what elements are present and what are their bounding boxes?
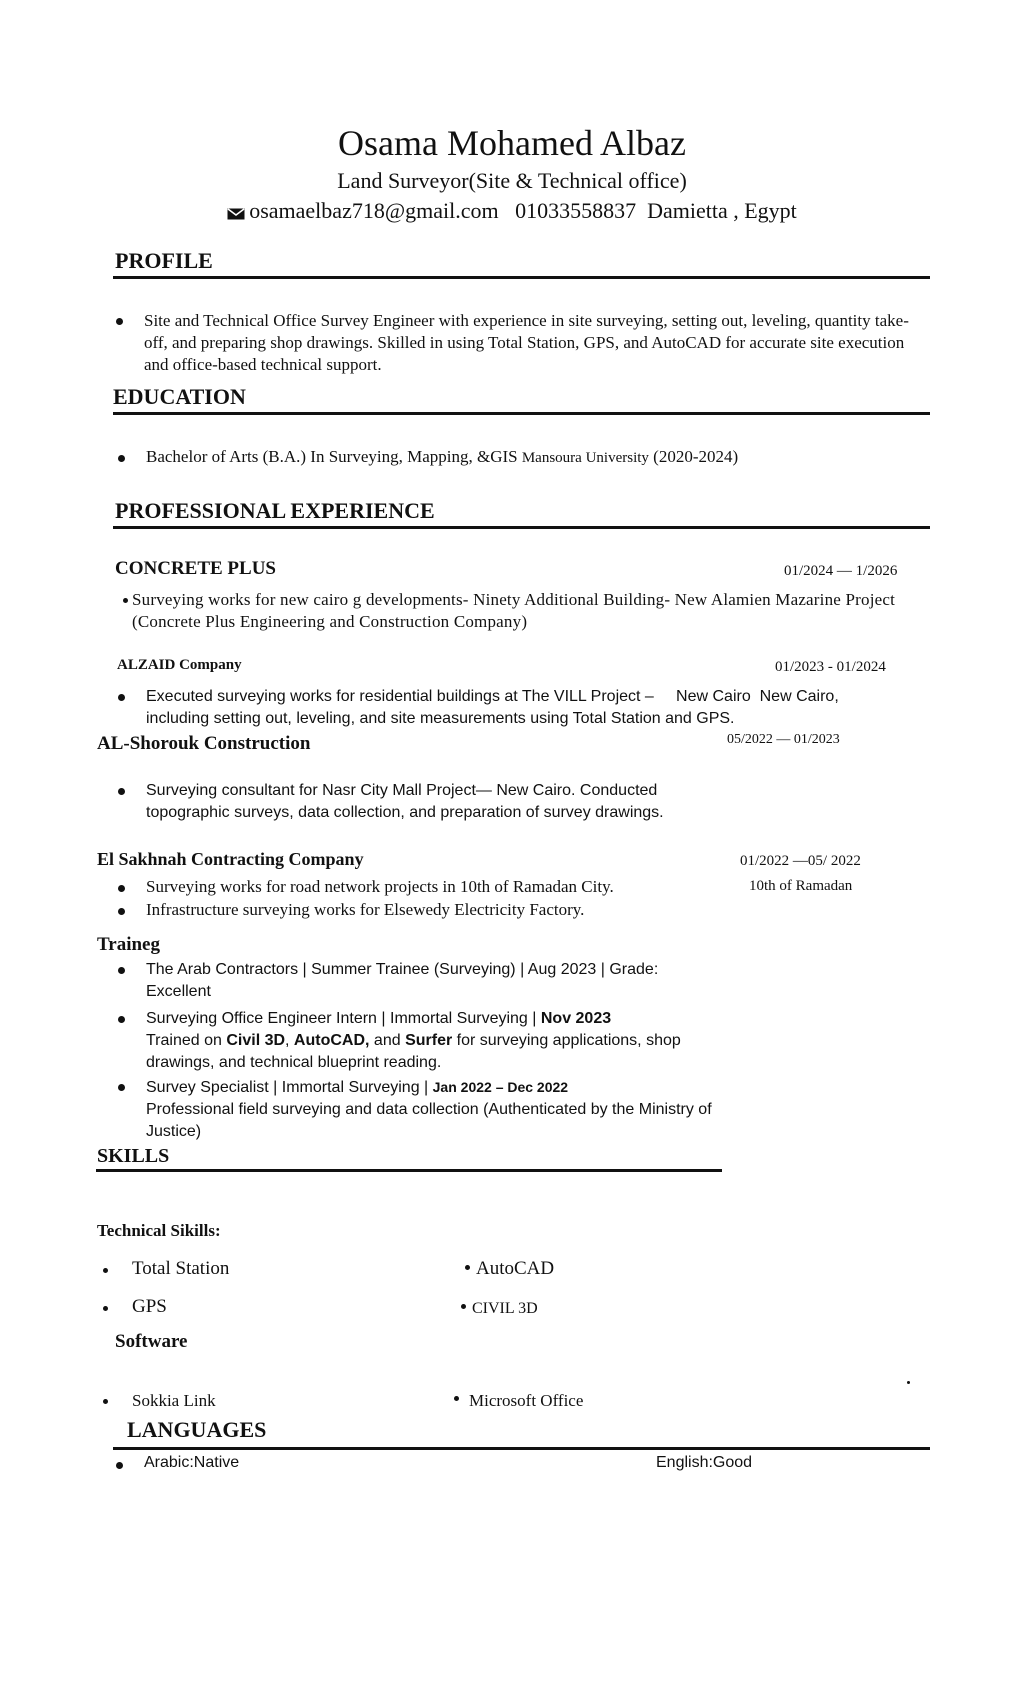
company-name: AL-Shorouk Construction (97, 733, 311, 754)
degree: Bachelor of Arts (B.A.) In Surveying, Mapping, &GIS (146, 447, 518, 466)
job-description: Surveying works for road network projects in 10th of Ramadan City. (146, 877, 614, 896)
trainee-desc-text: , (285, 1032, 294, 1049)
trainee-date: Jan 2022 – Dec 2022 (432, 1079, 569, 1095)
job-bullet (118, 885, 125, 892)
skill-bullet (103, 1268, 108, 1273)
skill-bullet (454, 1396, 459, 1401)
language-bullet (116, 1462, 123, 1469)
trainee-item (146, 1076, 716, 1143)
technical-skills-heading: Technical Sikills: (97, 1221, 221, 1240)
trainee-desc-text: Trained on (146, 1032, 227, 1049)
language-item: English:Good (656, 1454, 753, 1471)
email-link[interactable]: osamaelbaz718@gmail.com (249, 198, 499, 223)
skill-item: CIVIL 3D (472, 1300, 538, 1317)
education-years: (2020-2024) (653, 447, 739, 466)
job-description: Surveying consultant for Nasr City Mall Project— New Cairo. Conducted topographic surveys, data collection, and preparation of survey drawings. (146, 782, 664, 821)
job-dates: 01/2024 — 1/2026 (784, 563, 898, 579)
company-name: ALZAID Company (117, 657, 242, 673)
experience-divider (113, 526, 930, 529)
profile-text: Site and Technical Office Survey Engineer with experience in site surveying, setting out, leveling, quantity take-off, and preparing shop drawings. Skilled in using Total Station, GPS, and AutoCAD for accurate site execution and office-based technical support. (144, 311, 909, 374)
skill-bullet (103, 1306, 108, 1311)
job-location: 10th of Ramadan (749, 878, 853, 894)
job-dates: 05/2022 — 01/2023 (727, 732, 840, 747)
skill-bullet (103, 1399, 108, 1404)
experience-heading: PROFESSIONAL EXPERIENCE (115, 498, 435, 523)
job-dates: 01/2022 —05/ 2022 (740, 853, 861, 869)
trainee-item (146, 1008, 716, 1074)
job-title: Land Surveyor(Site & Technical office) (337, 168, 687, 193)
skill-item: GPS (132, 1296, 167, 1317)
skill-item: AutoCAD (476, 1258, 555, 1279)
job-description: Surveying works for new cairo g developments- Ninety Additional Building- New Alamien Mazarine Project (Concrete Plus Engineering and Construction Company) (132, 590, 896, 631)
language-item: Arabic:Native (144, 1454, 240, 1471)
education-heading: EDUCATION (113, 384, 246, 409)
company-name: El Sakhnah Contracting Company (97, 849, 364, 869)
phone-number: 01033558837 (515, 198, 637, 223)
skills-heading: SKILLS (97, 1145, 170, 1167)
profile-divider (113, 276, 930, 279)
education-divider (113, 412, 930, 415)
trainee-desc-text: Professional field surveying and data collection (Authenticated by the Ministry of Justice) (146, 1101, 712, 1140)
languages-divider (113, 1447, 930, 1450)
profile-bullet (116, 318, 123, 325)
languages-heading: LANGUAGES (127, 1417, 267, 1442)
education-bullet (118, 455, 125, 462)
trainee-desc-text: for surveying applications, shop drawings, and technical blueprint reading. (146, 1032, 681, 1071)
skill-autocad: AutoCAD, (293, 1032, 370, 1049)
envelope-icon (227, 200, 245, 226)
software-item: Sokkia Link (132, 1391, 216, 1410)
trainee-bullet (118, 967, 125, 974)
skills-divider (96, 1169, 722, 1172)
skill-surfer: Surfer (405, 1032, 453, 1049)
trainee-desc-text: and (369, 1032, 406, 1049)
trainee-bullet (118, 1084, 125, 1091)
job-dates: 01/2023 - 01/2024 (775, 659, 886, 675)
job-description: Infrastructure surveying works for Elsewedy Electricity Factory. (146, 900, 585, 919)
job-bullet (123, 598, 128, 603)
job-bullet (118, 788, 125, 795)
job-bullet (118, 908, 125, 915)
skill-item: Total Station (132, 1258, 230, 1279)
stray-dot (907, 1381, 910, 1384)
location: Damietta , Egypt (647, 198, 797, 223)
profile-heading: PROFILE (115, 248, 213, 273)
job-description: Executed surveying works for residential buildings at The VILL Project – New Cairo New Cairo, including setting out, leveling, and site measurements using Total Station and GPS. (146, 688, 844, 727)
job-bullet (118, 694, 125, 701)
software-item: Microsoft Office (469, 1391, 584, 1410)
trainee-role: Survey Specialist | Immortal Surveying | (146, 1079, 433, 1096)
software-heading: Software (115, 1331, 188, 1352)
trainee-bullet (118, 1016, 125, 1023)
skill-bullet (465, 1265, 470, 1270)
school: Mansoura University (521, 450, 649, 466)
skill-civil3d: Civil 3D (226, 1032, 286, 1049)
skill-bullet (461, 1304, 466, 1309)
contact-line (0, 198, 1024, 226)
company-name: CONCRETE PLUS (115, 558, 276, 579)
trainee-heading: Traineg (97, 934, 160, 955)
education-line (146, 447, 738, 467)
trainee-role: Surveying Office Engineer Intern | Immortal Surveying | (146, 1010, 541, 1027)
trainee-item: The Arab Contractors | Summer Trainee (Surveying) | Aug 2023 | Grade: Excellent (146, 961, 659, 1000)
trainee-date: Nov 2023 (540, 1010, 612, 1027)
candidate-name: Osama Mohamed Albaz (338, 123, 686, 163)
